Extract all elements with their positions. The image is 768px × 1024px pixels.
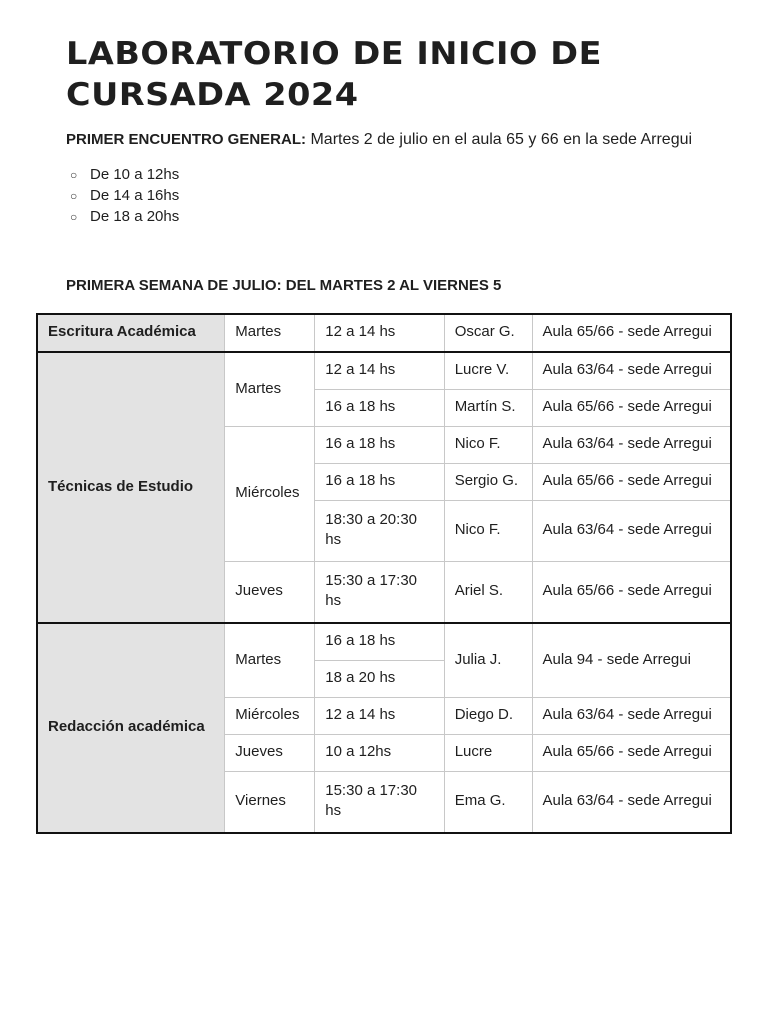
time-cell: 12 a 14 hs bbox=[315, 352, 444, 390]
teacher-cell: Sergio G. bbox=[444, 464, 532, 501]
subject-cell: Redacción académica bbox=[37, 623, 225, 833]
section-title: PRIMERA SEMANA DE JULIO: DEL MARTES 2 AL VIERNES 5 bbox=[66, 277, 502, 294]
circle-bullet-icon: ○ bbox=[70, 189, 78, 203]
day-cell: Martes bbox=[225, 623, 315, 698]
teacher-cell: Oscar G. bbox=[444, 314, 532, 352]
room-cell: Aula 63/64 - sede Arregui bbox=[532, 698, 731, 735]
teacher-cell: Julia J. bbox=[444, 623, 532, 698]
table-row bbox=[37, 314, 731, 352]
intro-paragraph bbox=[66, 130, 756, 150]
day-cell: Jueves bbox=[225, 735, 315, 772]
day-cell: Miércoles bbox=[225, 427, 315, 562]
time-cell: 10 a 12hs bbox=[315, 735, 444, 772]
subject-cell: Técnicas de Estudio bbox=[37, 352, 225, 623]
room-cell: Aula 65/66 - sede Arregui bbox=[532, 735, 731, 772]
room-cell: Aula 65/66 - sede Arregui bbox=[532, 562, 731, 624]
schedule-table bbox=[36, 313, 732, 834]
teacher-cell: Lucre bbox=[444, 735, 532, 772]
day-cell: Martes bbox=[225, 352, 315, 427]
room-cell: Aula 63/64 - sede Arregui bbox=[532, 427, 731, 464]
teacher-cell: Ariel S. bbox=[444, 562, 532, 624]
times-list bbox=[66, 164, 179, 227]
time-cell: 16 a 18 hs bbox=[315, 390, 444, 427]
room-cell: Aula 94 - sede Arregui bbox=[532, 623, 731, 698]
room-cell: Aula 63/64 - sede Arregui bbox=[532, 501, 731, 562]
time-cell: 12 a 14 hs bbox=[315, 314, 444, 352]
time-cell: 15:30 a 17:30 hs bbox=[315, 772, 444, 834]
circle-bullet-icon: ○ bbox=[70, 210, 78, 224]
time-cell: 18:30 a 20:30 hs bbox=[315, 501, 444, 562]
time-cell: 12 a 14 hs bbox=[315, 698, 444, 735]
list-item: ○ De 10 a 12hs bbox=[66, 164, 179, 185]
table-row bbox=[37, 623, 731, 661]
time-cell: 16 a 18 hs bbox=[315, 427, 444, 464]
intro-label: PRIMER ENCUENTRO GENERAL: bbox=[66, 131, 307, 148]
table-row bbox=[37, 352, 731, 390]
room-cell: Aula 65/66 - sede Arregui bbox=[532, 390, 731, 427]
subject-cell: Escritura Académica bbox=[37, 314, 225, 352]
teacher-cell: Lucre V. bbox=[444, 352, 532, 390]
room-cell: Aula 63/64 - sede Arregui bbox=[532, 772, 731, 834]
day-cell: Jueves bbox=[225, 562, 315, 624]
day-cell: Viernes bbox=[225, 772, 315, 834]
list-item: ○ De 18 a 20hs bbox=[66, 206, 179, 227]
day-cell: Martes bbox=[225, 314, 315, 352]
time-cell: 16 a 18 hs bbox=[315, 464, 444, 501]
day-cell: Miércoles bbox=[225, 698, 315, 735]
teacher-cell: Ema G. bbox=[444, 772, 532, 834]
room-cell: Aula 65/66 - sede Arregui bbox=[532, 314, 731, 352]
list-item: ○ De 14 a 16hs bbox=[66, 185, 179, 206]
time-cell: 16 a 18 hs bbox=[315, 623, 444, 661]
room-cell: Aula 65/66 - sede Arregui bbox=[532, 464, 731, 501]
circle-bullet-icon: ○ bbox=[70, 168, 78, 182]
room-cell: Aula 63/64 - sede Arregui bbox=[532, 352, 731, 390]
time-cell: 15:30 a 17:30 hs bbox=[315, 562, 444, 624]
page-title: LABORATORIO DE INICIO DE CURSADA 2024 bbox=[66, 36, 603, 113]
teacher-cell: Diego D. bbox=[444, 698, 532, 735]
teacher-cell: Nico F. bbox=[444, 427, 532, 464]
teacher-cell: Nico F. bbox=[444, 501, 532, 562]
time-cell: 18 a 20 hs bbox=[315, 661, 444, 698]
teacher-cell: Martín S. bbox=[444, 390, 532, 427]
intro-text: Martes 2 de julio en el aula 65 y 66 en la sede Arregui bbox=[306, 131, 693, 148]
